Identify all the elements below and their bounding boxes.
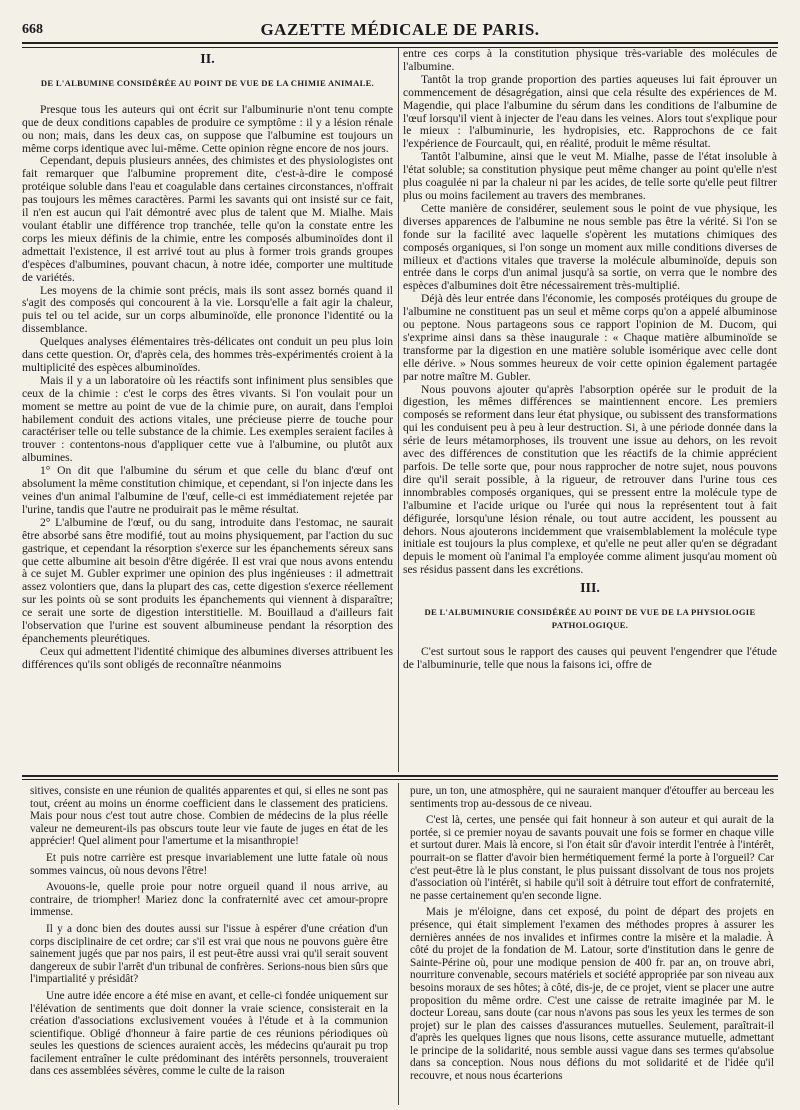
page-number: 668 — [22, 22, 43, 37]
column-divider — [398, 48, 399, 772]
paragraph: Cependant, depuis plusieurs années, des chimistes et des physiologistes ont fait remarquer que l'albumine proprement dite, c'est-à-dire le composé protéique soluble dans l'eau et coagulable dans certaines circonstances, n'offrait pas toujours les mêmes caractères. Parmi les savants qui ont insisté sur ce fait, il n'en est aucun qui l'ait démontré avec plus de talent que M. Mialhe. Mais voulant établir une différence trop tranchée, telle qu'on la constate entre les corps les mieux définis de la chimie, entre les composés albuminoïdes dont il admettait l'existence, il est arrivé tout au plus à former trois grands groupes d'espèces d'albumines, pouvant chacun, à notre idée, comporter une multitude de variétés. — [22, 154, 393, 284]
paragraph: Déjà dès leur entrée dans l'économie, les composés protéiques du groupe de l'albumine ne constituent pas un seul et même corps qu'on a appelé albuminose ou peptone. Nous partageons sous ce rapport l'opinion de M. Ducom, qui s'exprime ainsi dans sa thèse inaugurale : « Chaque matière albuminoïde se transforme par la digestion en une matière soluble isomérique avec celle dont elle dérive. » Nous sommes heureux de voir cette opinion également partagée par notre maître M. Gubler. — [403, 292, 777, 383]
feuilleton-right-column — [410, 785, 774, 1103]
paragraph: Tantôt l'albumine, ainsi que le veut M. Mialhe, passe de l'état insoluble à l'état soluble; sa constitution physique peut même changer au point qu'elle n'est plus coagulée ni par la chaleur ni par les acides, de telle sorte qu'elle peut filtrer plus ou moins facilement au travers des membranes. — [403, 150, 777, 202]
paragraph: C'est surtout sous le rapport des causes qui peuvent l'engendrer que l'étude de l'albuminurie, telle que nous la faisons ici, offre de — [403, 644, 777, 671]
page-header — [22, 20, 778, 42]
journal-title: GAZETTE MÉDICALE DE PARIS. — [260, 20, 540, 39]
paragraph: Une autre idée encore a été mise en avant, et celle-ci fondée uniquement sur l'élévation de sentiments que doit donner la vraie science, consisterait en la création d'associations exclusivement vouées à l'étude et à la communion scientifique. Obligé d'honneur à faire partie de ces réunions périodiques où seules les questions de sciences auraient accès, les médecins qu'aurait pu trop facilement entraîner le culte prédominant des intérêts personnels, trouveraient dans ces assemblées sévères, comme le culte de la raison — [30, 989, 388, 1078]
paragraph: Avouons-le, quelle proie pour notre orgueil quand il nous arrive, au contraire, de triompher! Mariez donc la confraternité avec cet amour-propre immense. — [30, 881, 388, 919]
paragraph: Mais je m'éloigne, dans cet exposé, du point de départ des projets en présence, qui était simplement l'examen des méthodes propres à assurer les dernières années de nos invalides et infirmes contre la misère et la maladie. À côté du projet de la fondation de M. Latour, sorte d'institution dans le genre de Sainte-Périne où, pour une modique pension de 400 fr. par an, on trouve abri, nourriture convenable, secours matériels et société appropriée par son niveau aux besoins moraux de ses hôtes; à côté, dis-je, de ce projet, vient se placer une autre proposition du même ordre. C'est une caisse de retraite imaginée par M. le docteur Loreau, sans doute (car nous n'avons pas sous les yeux les termes de son projet) sur le plan des caisses d'assurances mutuelles. Seulement, paraîtrait-il d'après les quelques lignes que nous lisons, cette assurance mutuelle, admettant le principe de la solidarité, nous semble aussi vague dans ses termes qu'absolue dans sa conception. Nous nous défions du mot solidarité et de l'idée qu'il recouvre, et nous nous écarterions — [410, 906, 774, 1083]
paragraph: sitives, consiste en une réunion de qualités apparentes et qui, si elles ne sont pas tout, créent au moins un énorme coefficient dans le classement des praticiens. Mais pour nous c'est tout autre chose. Combien de médecins de la plus réelle valeur ne demeurent-ils pas obscurs toute leur vie faute de juges en état de les apprécier! Quel aliment pour l'amertume et la misanthropie! — [30, 785, 388, 848]
section-heading-chimie-animale: DE L'ALBUMINE CONSIDÉRÉE AU POINT DE VUE DE LA CHIMIE ANIMALE. — [40, 77, 375, 88]
paragraph: Quelques analyses élémentaires très-délicates ont conduit un peu plus loin dans cette question. Or, d'après cela, des hommes très-expérimentés croient à la multiplicité des espèces albuminoïdes. — [22, 335, 393, 374]
left-column — [22, 48, 393, 770]
section-heading-physiologie-pathologique: DE L'ALBUMINURIE CONSIDÉRÉE AU POINT DE VUE DE LA PHYSIOLOGIE PATHOLOGIQUE. — [424, 607, 756, 630]
paragraph: 1° On dit que l'albumine du sérum et que celle du blanc d'œuf ont absolument la même constitution chimique, et cependant, si l'on injecte dans les veines d'un animal l'albumine de l'œuf, celle-ci est immédiatement rejetée par l'urine, tandis que l'autre ne produirait pas le même résultat. — [22, 464, 393, 516]
section-numeral-iii: III. — [580, 581, 600, 597]
paragraph: Tantôt la trop grande proportion des parties aqueuses lui fait éprouver un commencement de désagrégation, ainsi que cela résulte des expériences de M. Magendie, qui place l'albumine du sérum dans les conditions de l'albumine de l'œuf lorsqu'il vient à injecter de l'eau dans les veines. Alors tout s'explique pour le mieux : l'albuminurie, les hydropisies, etc. Rapprochons de ce fait l'expérience de Fourcault, qui, en réalité, produit le même résultat. — [403, 72, 777, 151]
paragraph: Ceux qui admettent l'identité chimique des albumines diverses attribuent les différences qu'ils sont obligés de reconnaître néanmoins — [22, 644, 393, 671]
paragraph: Presque tous les auteurs qui ont écrit sur l'albuminurie n'ont tenu compte que de deux conditions capables de produire ce symptôme : il y a lésion rénale ou non; mais, dans les deux cas, on suppose que l'albumine est toujours un même corps identique avec lui-même. Cette opinion règne encore de nos jours. — [22, 102, 393, 155]
feuilleton-left-column — [30, 785, 388, 1103]
paragraph: Les moyens de la chimie sont précis, mais ils sont assez bornés quand il s'agit des composés qui concourent à la vie. Lorsqu'elle a fait agir la chaleur, puis tel ou tel acide, sur un corps albuminoïde, elle prononce l'identité ou la dissemblance. — [22, 283, 393, 336]
feuilleton-rule — [22, 775, 778, 780]
paragraph: entre ces corps à la constitution physique très-variable des molécules de l'albumine. — [403, 48, 777, 73]
paragraph: Cette manière de considérer, seulement sous le point de vue physique, les diverses apparences de l'albumine ne nous semble pas être la vérité. Si l'on se fonde sur la facilité avec laquelle s'opèrent les mutations chimiques des composés organiques, si l'on songe un moment aux mille conditions diverses de milieux et d'actions vitales que traverse la molécule albuminoïde, depuis son entrée dans le corps d'un animal jusqu'à sa sortie, on verra que le nombre des espèces d'albumines doit être nécessairement très-multiplié. — [403, 201, 777, 293]
right-column — [403, 48, 777, 770]
feuilleton-divider — [398, 783, 399, 1105]
paragraph: Il y a donc bien des doutes aussi sur l'issue à espérer d'une création d'un corps disciplinaire de cet ordre; car s'il est vrai que nous ne pouvons guère être sainement jugés que par nos pairs, il est peut-être aussi vrai qu'il serait souvent dangereux de subir l'arrêt d'un tribunal de confrères. Serions-nous bien sûrs que l'impartialité y présidât? — [30, 922, 388, 986]
paragraph: C'est là, certes, une pensée qui fait honneur à son auteur et qui aurait de la portée, si ce premier noyau de savants pouvait une fois se former en chaque ville et surtout durer. Mais là encore, si l'on était sûr d'avoir interdit l'entrée à l'intérêt, pourrait-on se flatter d'avoir bien hermétiquement fermé la porte à l'orgueil? Car c'est peut-être là le plus constant, le plus puissant dissolvant de tous nos projets d'association où l'intérêt, si habile qu'il soit à détruire tout effort de confraternité, ne passe certainement qu'en seconde ligne. — [410, 814, 774, 902]
paragraph: Mais il y a un laboratoire où les réactifs sont infiniment plus sensibles que ceux de la chimie : c'est le corps des êtres vivants. Si l'on voulait pour un moment se mettre au point de vue de la chimie pure, on aurait, dans l'emploi habilement conduit des actions vitales, une précieuse pierre de touche pour caractériser telle ou telle substance de la chimie. Les exemples seraient faciles à trouver : contentons-nous d'appliquer cette vue à l'albumine, ou plutôt aux albumines. — [22, 373, 393, 465]
paragraph: 2° L'albumine de l'œuf, ou du sang, introduite dans l'estomac, ne saurait être absorbé sans être modifié, tout au moins physiquement, par l'action du suc gastrique, et cependant la résorption s'exerce sur les épanchements séreux sans que cette albumine ait besoin d'être digérée. Il est vrai que nous avons entendu à ce sujet M. Gubler exprimer une opinion des plus ingénieuses : il admettrait assez volontiers que, dans la plupart des cas, cette digestion s'exerce réellement sur les points où se sont produits les épanchements qui viennent à disparaître; ce serait une sorte de digestion interstitielle. M. Bouillaud a d'ailleurs fait l'observation que l'urine est souvent albumineuse pendant la résorption des épanchements pleurétiques. — [22, 515, 393, 645]
paragraph: pure, un ton, une atmosphère, qui ne sauraient manquer d'étouffer au berceau les sentiments trop au-dessous de ce niveau. — [410, 785, 774, 810]
section-numeral-ii: II. — [200, 52, 215, 67]
paragraph: Et puis notre carrière est presque invariablement une lutte fatale où nous sommes vaincus, où nous devons l'être! — [30, 851, 388, 877]
paragraph: Nous pouvons ajouter qu'après l'absorption opérée sur le produit de la digestion, les mêmes différences se maintiennent encore. Les premiers composés se reforment dans leur état physique, ou subissent des transformations qui les conduisent peu à peu à leur destruction. Si, à une période donnée dans la série de leurs métamorphoses, ils trouvent une issue au dehors, on les revoit avec des différences de constitution que les réactifs de la chimie apprécient parfois. De telle sorte que, pour nous rapprocher de notre sujet, nous pouvons dire qu'il serait possible, à la rigueur, de retrouver dans l'urine tous ces innombrables composés organiques, qui se pressent entre la molécule type de l'albumine et l'acide urique ou l'urée qui nous la représentent tout à fait défigurée, lorsqu'une lésion rénale, ou tout autre accident, les poussent au dehors. Nous ajouterons incidemment que vraisemblablement la molécule type initiale est toujours la plus complexe, et qu'elle ne peut aller qu'en se dégradant depuis le moment où l'animal l'a employée comme aliment jusqu'au moment où ses résidus passent dans les excrétions. — [403, 382, 777, 577]
